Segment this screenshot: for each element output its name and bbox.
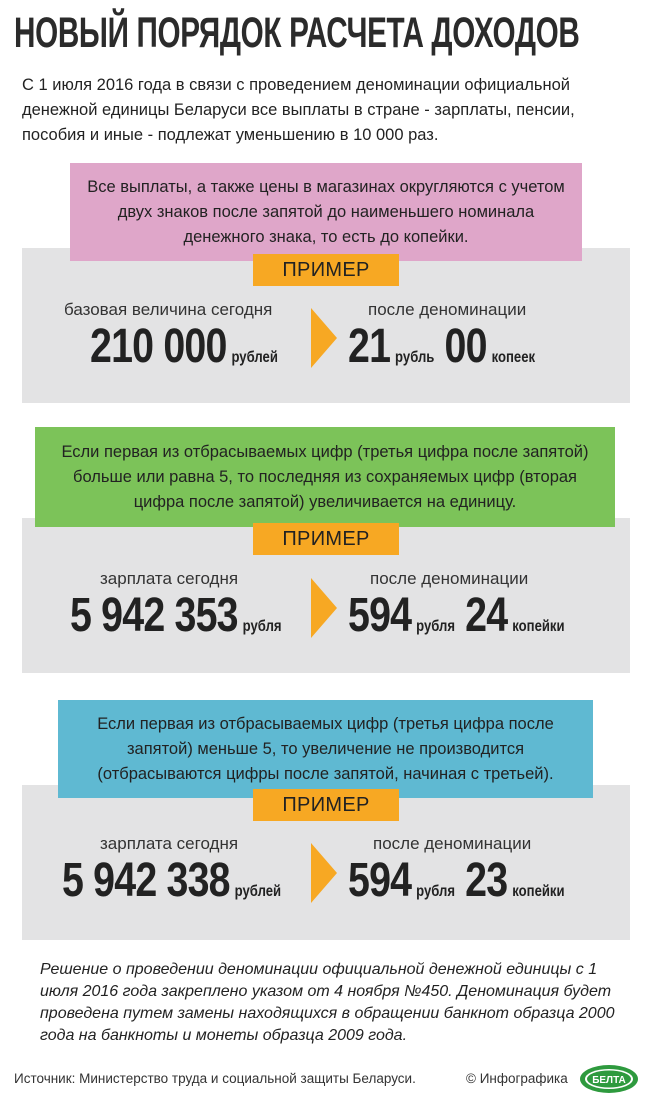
left-value-3: 5 942 338 (62, 854, 230, 907)
right-unit-2: рубля (416, 618, 456, 635)
arrow-right-icon (311, 308, 337, 368)
right-unit-1: рубль (395, 349, 435, 366)
rule-box-3: Если первая из отбрасываемых цифр (третья цифра после запятой) меньше 5, то увеличение не производится (отбрасываются цифры после запятой, начиная с третьей). (58, 700, 593, 798)
left-label-2: зарплата сегодня (100, 569, 239, 588)
arrow-right-icon (311, 578, 337, 638)
footnote: Решение о проведении деноминации официальной денежной единицы с 1 июля 2016 года закреплено указом от 4 ноября №450. Деноминация будет проведена путем замены находящихся в обращении банкнот образца 2000 года на банкноты и монеты образца 2009 года. (40, 961, 615, 1044)
right-label-3: после деноминации (373, 834, 532, 853)
right-value-2: 594 (348, 589, 412, 642)
left-value-1: 210 000 (90, 320, 227, 373)
intro-text: С 1 июля 2016 года в связи с проведением деноминации официальной денежной единицы Беларуси все выплаты в стране - зарплаты, пенсии, пособия и иные - подлежат уменьшению в 10 000 раз. (22, 76, 575, 144)
right-unit-3: рубля (416, 883, 456, 900)
left-amount-3 (62, 856, 281, 917)
right-unit2-3: копейки (512, 883, 565, 900)
example-badge-1: ПРИМЕР (253, 254, 399, 286)
rule-box-1: Все выплаты, а также цены в магазинах округляются с учетом двух знаков после запятой до наименьшего номинала денежного знака, то есть до копейки. (70, 163, 582, 261)
right-value-1: 21 (348, 320, 391, 373)
right-label-2: после деноминации (370, 569, 529, 588)
left-unit-3: рублей (234, 883, 282, 900)
right-label-1: после деноминации (368, 300, 527, 319)
right-value2-3: 23 (465, 854, 508, 907)
right-amount-1 (348, 322, 535, 383)
credit-text: © Инфографика (466, 1071, 568, 1086)
source-text: Источник: Министерство труда и социальной защиты Беларуси. (14, 1071, 416, 1086)
left-label-1: базовая величина сегодня (64, 300, 273, 319)
left-unit-1: рублей (231, 349, 278, 366)
svg-text:БЕЛТА: БЕЛТА (592, 1075, 626, 1086)
right-value2-1: 00 (444, 320, 487, 373)
right-value2-2: 24 (465, 589, 508, 642)
left-unit-2: рубля (242, 618, 282, 635)
right-unit2-2: копейки (512, 618, 565, 635)
left-amount-2 (70, 591, 282, 652)
right-value-3: 594 (348, 854, 412, 907)
example-badge-2: ПРИМЕР (253, 523, 399, 555)
right-amount-3 (348, 856, 565, 917)
belta-logo (579, 1064, 639, 1094)
left-amount-1 (90, 322, 278, 383)
arrow-right-icon (311, 843, 337, 903)
right-amount-2 (348, 591, 565, 652)
left-label-3: зарплата сегодня (100, 834, 239, 853)
right-unit2-1: копеек (491, 349, 536, 366)
left-value-2: 5 942 353 (70, 589, 238, 642)
rule-box-2: Если первая из отбрасываемых цифр (третья цифра после запятой) больше или равна 5, то последняя из сохраняемых цифр (вторая цифра после запятой) увеличивается на единицу. (35, 427, 615, 527)
page-title: НОВЫЙ ПОРЯДОК РАСЧЕТА ДОХОДОВ (14, 9, 580, 57)
example-badge-3: ПРИМЕР (253, 789, 399, 821)
